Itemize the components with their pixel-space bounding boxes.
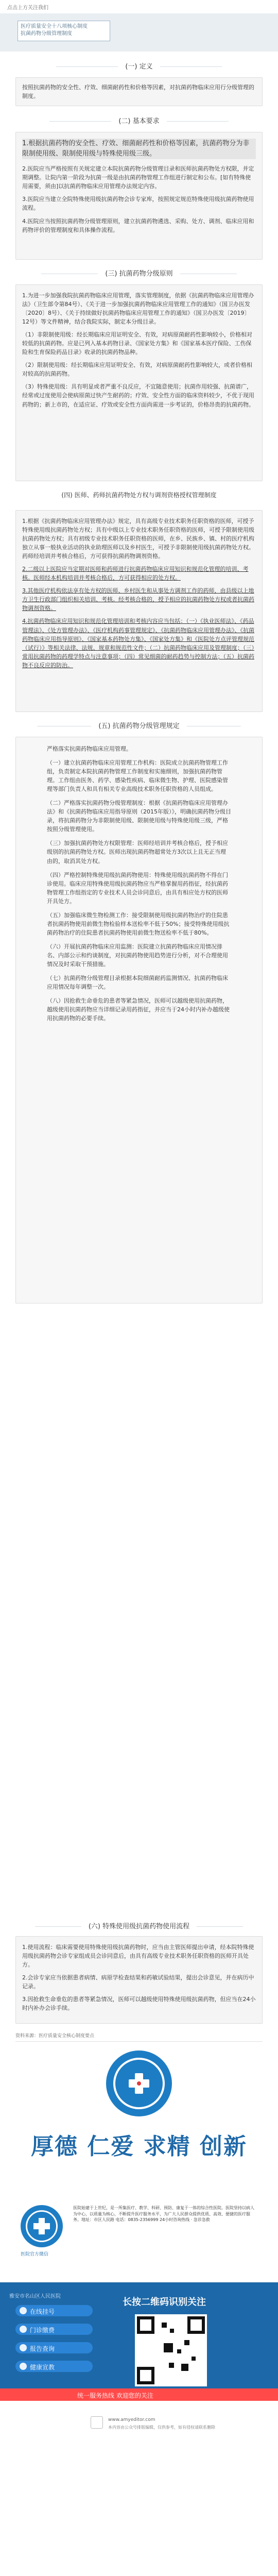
qr-code[interactable] [135,2314,207,2386]
qr-module [181,2364,188,2371]
editor-note: 本内容由公众号排版编辑，仅供参考，如有侵权请联系删除 [108,2425,215,2430]
section-6-paragraph: 1.使用流程：临床需要使用特殊使用级抗菌药物时，应当由主管医师提出申请，经本院特殊使用级抗菌药物会诊专家组成员会诊同意后，由具有高级专业技术职务任职资格的医师开具处方。 [22,1944,254,1969]
banner-band [0,2388,278,2401]
hospital-brand-area [0,2050,278,2184]
section-4-paragraph: 4.抗菌药物临床应用知识和规范化管理培训和考核内容应当包括：（一）《执业医师法》、《药品管理法》、《处方管理办法》、《医疗机构药事管理规定》、《抗菌药物临床应用管理办法》、《抗菌药物临床应用指导原则》、《国家基本药物处方集》、《国家处方集》和《医院处方点评管理规范（试行）》等相关法律、法规、规章和规范性文件；（二）抗菌药物临床应用及管理制度；（三）常用抗菌药物的药理学特点与注意事项；（四）常见细菌的耐药趋势与控制方法；（五）抗菌药物不良反应的防治。 [22,618,254,669]
section-4-title [0,490,278,499]
source-text: 资料来源：医疗质量安全核心制度要点 [15,2033,95,2039]
qr-module [184,2340,189,2345]
service-button-label: 健康宣教 [30,2364,55,2371]
section-3-paragraph: 1.为进一步加强我院抗菌药物临床应用管理，落实管理制度，依据《抗菌药物临床应用管理办法》（卫生部令第84号）、《关于进一步加强抗菌药物临床应用管理工作的通知》（国卫办医发〔2020〕8号）、《关于持续做好抗菌药物临床应用管理工作的通知》（国卫办医发〔2019〕12号）等文件精神，结合我院实际，制定本分级目录。 [22,292,254,326]
service-button-payment[interactable] [15,2324,93,2335]
hospital-motto: 厚德 仁爱 求精 创新 [31,2133,247,2160]
section-5-paragraph: （六）开展抗菌药物临床应用监测：医院建立抗菌药物临床应用情况排名、内部公示和约谈制度，对抗菌药物使用趋势进行分析，对不合理使用情况及时采取干预措施。 [47,943,228,968]
section-2-box [15,132,263,260]
section-5-title [0,720,278,730]
section-title-text: (一) 定义 [125,63,153,71]
section-divider-line [197,1926,243,1927]
service-button-label: 报告查询 [30,2345,55,2352]
section-5-paragraph: （四）严格控制特殊使用级抗菌药物使用：特殊使用级抗菌药物不得在门诊使用。临床应用特殊使用级抗菌药物应当严格掌握用药指征，经抗菌药物管理工作组指定的专业技术人员会诊同意后，由具有相应处方权的医师开具处方。 [47,871,228,905]
section-5-paragraph: （三）加强抗菌药物处方权限管理：医师经培训并考核合格后，授予相应级别的抗菌药物处方权。医师出现抗菌药物超常处方3次以上且无正当理由的，取消其处方权。 [47,840,228,865]
footer [0,2406,278,2576]
section-divider-line [160,66,222,67]
section-5-box [15,737,263,1303]
qr-finder [137,2316,154,2334]
divider [15,2041,263,2042]
editor-site[interactable]: www.amyeditor.com [108,2417,155,2422]
section-5-paragraph: （八）因抢救生命垂危的患者等紧急情况，医师可以越级使用抗菌药物，越级使用抗菌药物应当详细记录用药指征，并应当于24小时内补办越级使用抗菌药物的必要手续。 [47,997,230,1022]
hospital-logo [106,2050,172,2116]
section-title-text: (六) 特殊使用级抗菌药物使用流程 [88,1923,190,1930]
section-divider-line [49,121,111,122]
section-3-title [0,268,278,278]
section-3-paragraph: （1）非限制使用级：经长期临床应用证明安全、有效，对病原菌耐药性影响较小，价格相对较低的抗菌药物。应是已列入基本药物目录、《国家处方集》和《国家基本医疗保险、工伤保险和生育保险药品目录》收录的抗菌药物品种。 [22,331,252,356]
section-5-paragraph: 严格落实抗菌药物临床应用管理。 [47,745,132,752]
qr-title: 长按二维码识别关注 [123,2297,206,2308]
hospital-info-text: 医院始建于上世纪，是一所集医疗、教学、科研、预防、康复于一体的综合性医院。医院坚持以病人为中心，以质量为核心，不断提升医疗服务水平，为广大人民群众提供优质、高效、便捷的医疗服务。地址：市区人民路 电话：0835-2356999 24小时咨询热线 · 急诊急救 [73,2206,254,2223]
qr-module [164,2343,173,2352]
section-1-title [0,61,278,71]
section-divider-line [56,66,118,67]
top-card-line1: 医疗质量安全十八项核心制度 [21,24,88,29]
education-icon [20,2363,27,2370]
section-4-paragraph: 3.其他医疗机构依法享有处方权的医师、乡村医生和从事处方调剂工作的药师，由县级以上地方卫生行政部门组织相关培训、考核。经考核合格的，授予相应的抗菌药物处方权或者抗菌药物调剂资格。 [22,587,254,612]
qr-module [169,2363,174,2368]
qr-module [192,2357,196,2361]
service-button-label: 在线挂号 [30,2308,55,2315]
banner-band-text: 统一服务热线 欢迎您的关注 [77,2392,153,2399]
qr-module [162,2323,167,2328]
section-title-text: (五) 抗菌药物分级管理规定 [98,722,180,730]
section-4-box [15,510,263,712]
section-2-paragraph: 2.医院应当严格按照有关规定建立本院抗菌药物分级管理目录和医师抗菌药物处方权限，并定期调整。让院内第一阶段为抗菌一级是由抗菌药物管理工作组进行制定和公布。[如有特殊使用需要，须由]以抗菌药物临床应用管理办法规定内容。 [22,165,254,190]
payment-icon [20,2326,27,2333]
section-5-paragraph: （一）建立抗菌药物临床应用管理工作机构：医院成立抗菌药物管理工作组，负责制定本院抗菌药物管理工作制度和实施细则，加强抗菌药物管理。工作组由医务、药学、感染性疾病、临床微生物、护理、医院感染管理等部门负责人和具有相关专业高级技术职务任职资格的人员组成。 [47,759,228,793]
section-2-paragraph: 1.根据抗菌药物的安全性、疗效、细菌耐药性和价格等因素，抗菌药物分为非限制使用级、限制使用级与特殊使用级三级。 [22,139,256,159]
section-title-text: (二) 基本要求 [118,117,160,125]
report-icon [20,2344,27,2351]
section-title-text: (四) 医师、药师抗菌药物处方权与调剂资格授权管理制度 [61,492,217,499]
section-6-title [0,1921,278,1930]
editor-logo-icon [91,2416,103,2429]
register-icon [20,2307,27,2314]
banner-brand: 雅安市名山区人民医院 [9,2294,61,2299]
section-3-paragraph: （2）限制使用级：经长期临床应用证明安全、有效，对病原菌耐药性影响较大，或者价格相对较高的抗菌药物。 [22,362,252,378]
section-5-paragraph: （七）抗菌药物分级管理目录根据本院细菌耐药监测情况、抗菌药物临床应用情况每年调整一次。 [47,975,228,991]
section-5-paragraph: （五）加强临床微生物检测工作：接受限制使用级抗菌药物治疗的住院患者抗菌药物使用前微生物检验样本送检率不低于50%；接受特殊使用级抗菌药物治疗的住院患者抗菌药物使用前微生物送检率不低于80%。 [47,911,230,936]
qr-module [170,2329,174,2333]
section-6-box [15,1936,263,2024]
wechat-tag: 医院官方微信 [21,2252,49,2257]
section-6-paragraph: 2.会诊专家应当依据患者病情、病原学检查结果和药敏试验结果，提出会诊意见，并在病历中记录。 [22,1974,254,1990]
section-2-paragraph: 4.医院应当按照抗菌药物分级管理原则，建立抗菌药物遴选、采购、处方、调剂、临床应用和药物评价的管理制度和具体操作流程。 [22,217,254,233]
service-button-education[interactable] [15,2361,93,2372]
wechat-services-banner [0,2282,278,2401]
service-button-report[interactable] [15,2342,93,2353]
section-1-paragraph: 按照抗菌药物的安全性、疗效、细菌耐药性和价格等因素，对抗菌药物临床应用行分级管理的制度。 [22,84,254,100]
section-divider-line [35,1926,81,1927]
section-divider-line [167,121,229,122]
qr-finder [187,2316,205,2334]
section-2-paragraph: 3.医院应当建立全院特殊使用级抗菌药物会诊专家库，按照规定规范特殊使用级抗菌药物使用流程。 [22,196,254,212]
section-title-text: (三) 抗菌药物分级原则 [105,270,173,278]
mini-logo-cross-vertical [39,2218,45,2234]
section-4-paragraph: 1.根据《抗菌药物临床应用管理办法》规定，具有高级专业技术职务任职资格的医师，可授予特殊使用级抗菌药物处方权；具有中级以上专业技术职务任职资格的医师，可授予限制使用级抗菌药物处方权；具有初级专业技术职务任职资格的医师，在乡、民族乡、镇、村的医疗机构独立从事一般执业活动的执业助理医师以及乡村医生，可授予非限制使用级抗菌药物处方权。药师经培训并考核合格后，方可获得抗菌药物调剂资格。 [22,518,254,560]
service-button-register[interactable] [15,2305,93,2316]
section-3-paragraph: （3）特殊使用级：具有明显或者严重不良反应，不宜随意使用；抗菌作用较强、抗菌谱广，经常或过度使用会使病原菌过快产生耐药的；疗效、安全性方面的临床资料较少，不优于现用药物的；新上市的，在适应证、疗效或安全性方面尚需进一步考证的，价格昂贵的抗菌药物。 [22,383,254,408]
section-6-paragraph: 3.因抢救生命垂危的患者等紧急情况，医师可以越级使用特殊使用级抗菌药物，但应当在24小时内补办会诊手续。 [22,1996,256,2012]
header [0,0,278,13]
service-button-label: 门诊缴费 [30,2327,55,2334]
hospital-info-card [15,2200,263,2277]
follow-link[interactable]: 点击上方关注我们 [7,5,48,11]
section-1-box [15,77,263,106]
qr-finder [137,2367,154,2384]
section-4-paragraph: 2.二级以上医院应当定期对医师和药师进行抗菌药物临床应用知识和规范化管理的培训、考核。医师经本机构培训并考核合格后，方可获得相应的处方权。 [22,566,249,582]
section-5-paragraph: （二）严格落实抗菌药物分级管理制度：根据《抗菌药物临床应用管理办法》和《抗菌药物临床应用指导原则（2015年版）》，明确抗菌药物分级目录，将抗菌药物分为非限制使用级、限制使用级与特殊使用级三级，严格按照分级管理使用。 [47,800,231,833]
section-2-title [0,115,278,125]
section-3-box [15,284,263,481]
qr-module [177,2349,181,2353]
top-card-line2: 抗菌药物分级管理制度 [21,31,72,37]
logo-dot [137,2081,141,2086]
hospital-mini-logo [21,2205,63,2247]
top-card [0,13,278,52]
